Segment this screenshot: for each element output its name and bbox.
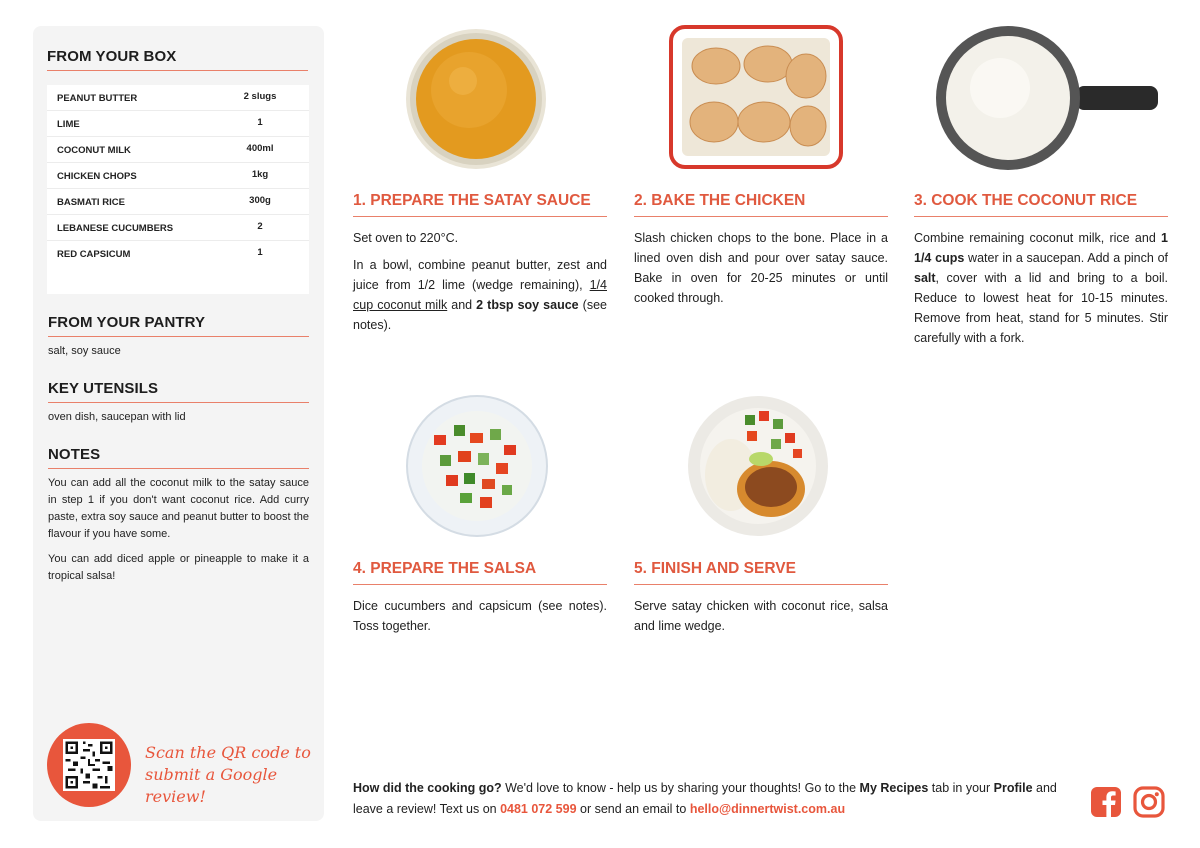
ingredient-name: RED CAPSICUM: [57, 249, 131, 260]
email-link[interactable]: hello@dinnertwist.com.au: [689, 802, 846, 816]
step-1-p2: In a bowl, combine peanut butter, zest and juice from 1/2 lime (wedge remaining), 1/4 cup coconut milk and 2 tbsp soy sauce (see notes).: [353, 258, 607, 332]
qr-code-icon[interactable]: [63, 739, 115, 791]
qr-caption-line: submit a Google review!: [145, 765, 278, 806]
pantry-text: salt, soy sauce: [48, 345, 121, 357]
step-5-p1: Serve satay chicken with coconut rice, salsa and lime wedge.: [634, 599, 888, 633]
ingredient-name: PEANUT BUTTER: [57, 93, 138, 104]
from-your-box-title: FROM YOUR BOX: [47, 48, 177, 65]
step-divider: [353, 584, 607, 585]
my-recipes-link[interactable]: My Recipes: [859, 781, 929, 795]
sidebar: [33, 26, 324, 821]
ingredient-qty: 1: [257, 247, 263, 258]
review-footer: How did the cooking go? We'd love to know - help us by sharing your thoughts! Go to the My Recipes tab in your Profile and leave a review! Text us on 0481 072 599 or send an email to hello@dinnertwist.com.au: [353, 781, 1057, 816]
step-4-body: [353, 596, 607, 643]
from-your-pantry-title: FROM YOUR PANTRY: [48, 314, 206, 331]
step-3-body: [914, 228, 1168, 355]
coconut-rice-photo: [936, 26, 1164, 172]
ingredient-qty: 1: [257, 117, 263, 128]
ingredient-name: LEBANESE CUCUMBERS: [57, 223, 174, 234]
instagram-icon[interactable]: [1133, 786, 1165, 818]
step-divider: [634, 216, 888, 217]
qr-caption-line: Scan the QR code to: [145, 743, 311, 762]
ingredient-qty: 2 slugs: [243, 91, 277, 102]
ingredient-qty: 300g: [249, 195, 271, 206]
ingredient-row: [47, 85, 309, 111]
ingredients-table: [47, 85, 309, 294]
footer-question: How did the cooking go?: [353, 781, 502, 795]
step-divider: [634, 584, 888, 585]
ingredient-row: [47, 215, 309, 241]
step-1-title: 1. PREPARE THE SATAY SAUCE: [353, 192, 591, 209]
ingredient-qty: 400ml: [246, 143, 274, 154]
step-divider: [914, 216, 1168, 217]
ingredient-name: BASMATI RICE: [57, 197, 125, 208]
step-1-p1: Set oven to 220°C.: [353, 231, 459, 245]
ingredient-name: COCONUT MILK: [57, 145, 131, 156]
step-1-body: [353, 228, 607, 342]
step-2-body: [634, 228, 888, 315]
satay-sauce-photo: [403, 26, 549, 172]
ingredient-row: [47, 189, 309, 215]
step-4-title: 4. PREPARE THE SALSA: [353, 560, 537, 577]
step-3-title: 3. COOK THE COCONUT RICE: [914, 192, 1138, 209]
section-divider: [48, 402, 309, 403]
phone-link[interactable]: 0481 072 599: [500, 802, 577, 816]
step-5-body: [634, 596, 888, 643]
salsa-photo: [404, 393, 550, 539]
qr-caption: [145, 742, 315, 808]
ingredient-row: [47, 241, 309, 267]
key-utensils-title: KEY UTENSILS: [48, 380, 159, 397]
step-4-p1: Dice cucumbers and capsicum (see notes). Toss together.: [353, 599, 607, 633]
section-divider: [47, 70, 308, 71]
ingredient-row: [47, 137, 309, 163]
step-2-p1: Slash chicken chops to the bone. Place in a lined oven dish and pour over satay sauce. Bake in oven for 20-25 minutes or until cooked through.: [634, 231, 888, 305]
profile-link[interactable]: Profile: [993, 781, 1033, 795]
ingredient-name: CHICKEN CHOPS: [57, 171, 137, 182]
facebook-icon[interactable]: [1090, 786, 1122, 818]
step-5-title: 5. FINISH AND SERVE: [634, 560, 796, 577]
section-divider: [48, 468, 309, 469]
utensils-text: oven dish, saucepan with lid: [48, 411, 186, 423]
ingredient-qty: 2: [257, 221, 263, 232]
notes-title: NOTES: [48, 446, 101, 463]
bake-chicken-photo: [668, 24, 844, 170]
ingredient-row: [47, 111, 309, 137]
ingredient-qty: 1kg: [251, 169, 269, 180]
step-2-title: 2. BAKE THE CHICKEN: [634, 192, 806, 209]
step-3-p1: Combine remaining coconut milk, rice and 1 1/4 cups water in a saucepan. Add a pinch of salt, cover with a lid and bring to a boil. Reduce to lowest heat for 10-15 minutes. Remove from heat, stand for 5 minutes. Stir carefully with a fork.: [914, 231, 1168, 345]
ingredient-row: [47, 163, 309, 189]
step-divider: [353, 216, 607, 217]
ingredient-name: LIME: [57, 119, 80, 130]
note-2: You can add diced apple or pineapple to make it a tropical salsa!: [48, 553, 309, 582]
finish-serve-photo: [685, 393, 831, 539]
section-divider: [48, 336, 309, 337]
note-1: You can add all the coconut milk to the satay sauce in step 1 if you don't want coconut rice. Add curry paste, extra soy sauce and peanut butter to boost the flavour if you have some.: [48, 477, 309, 540]
qr-badge[interactable]: [47, 723, 131, 807]
